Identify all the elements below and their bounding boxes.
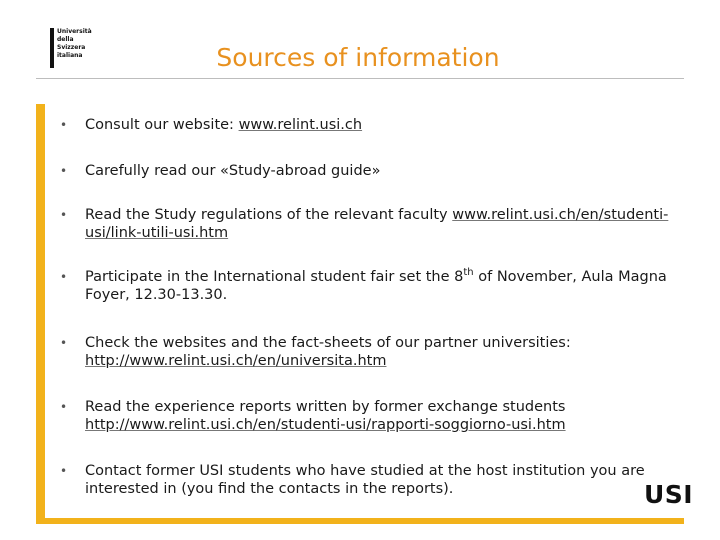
list-item [60,206,680,242]
list-item [60,462,680,498]
item-text [85,206,680,242]
item-text-part: Consult our website: [85,117,239,133]
experience-reports-link[interactable]: http://www.relint.usi.ch/en/studenti-usi/rapporti-soggiorno-usi.htm [85,417,566,433]
item-text: Contact former USI students who have studied at the host institution you are interested in (you find the contacts in the reports). [85,463,645,497]
bullet-icon: • [60,464,68,478]
item-text [85,398,680,434]
bullet-icon: • [60,270,68,284]
logo-line-3: Svizzera [57,44,86,51]
item-text [85,334,680,370]
bullet-icon: • [60,164,68,178]
item-text-part: Check the websites and the fact-sheets of our partner universities: [85,335,571,351]
website-link[interactable]: www.relint.usi.ch [238,117,363,133]
bullet-icon: • [60,208,68,222]
item-text-part: Participate in the International student fair set the 8 [85,269,464,285]
list-item [60,116,680,134]
item-text-part: of November, Aula Magna Foyer, 12.30-13.30. [85,269,667,303]
logo-line-2: della [57,36,74,43]
logo-line-4: italiana [57,52,83,59]
list-item [60,334,680,370]
accent-bottom-bar [36,518,684,524]
study-regulations-link[interactable]: www.relint.usi.ch/en/studenti-usi/link-utili-usi.htm [85,207,669,241]
item-text-part: Read the experience reports written by former exchange students [85,399,566,415]
list-item [60,398,680,434]
usi-logo: USI [644,480,694,509]
slide-title-text: Sources of information [216,43,500,72]
item-text [85,116,680,134]
item-text: Carefully read our «Study-abroad guide» [85,163,381,179]
accent-side-bar [36,104,45,524]
list-item [60,162,680,180]
bullet-icon: • [60,400,68,414]
partner-universities-link[interactable]: http://www.relint.usi.ch/en/universita.htm [85,353,387,369]
item-text [85,268,680,304]
item-text-part: Read the Study regulations of the relevant faculty [85,207,453,223]
bullet-icon: • [60,336,68,350]
title-divider [36,78,684,79]
bullet-icon: • [60,118,68,132]
ordinal-suffix: th [463,267,474,279]
list-item [60,268,680,304]
logo-line-1: Università [57,28,92,35]
slide-title [0,43,720,72]
